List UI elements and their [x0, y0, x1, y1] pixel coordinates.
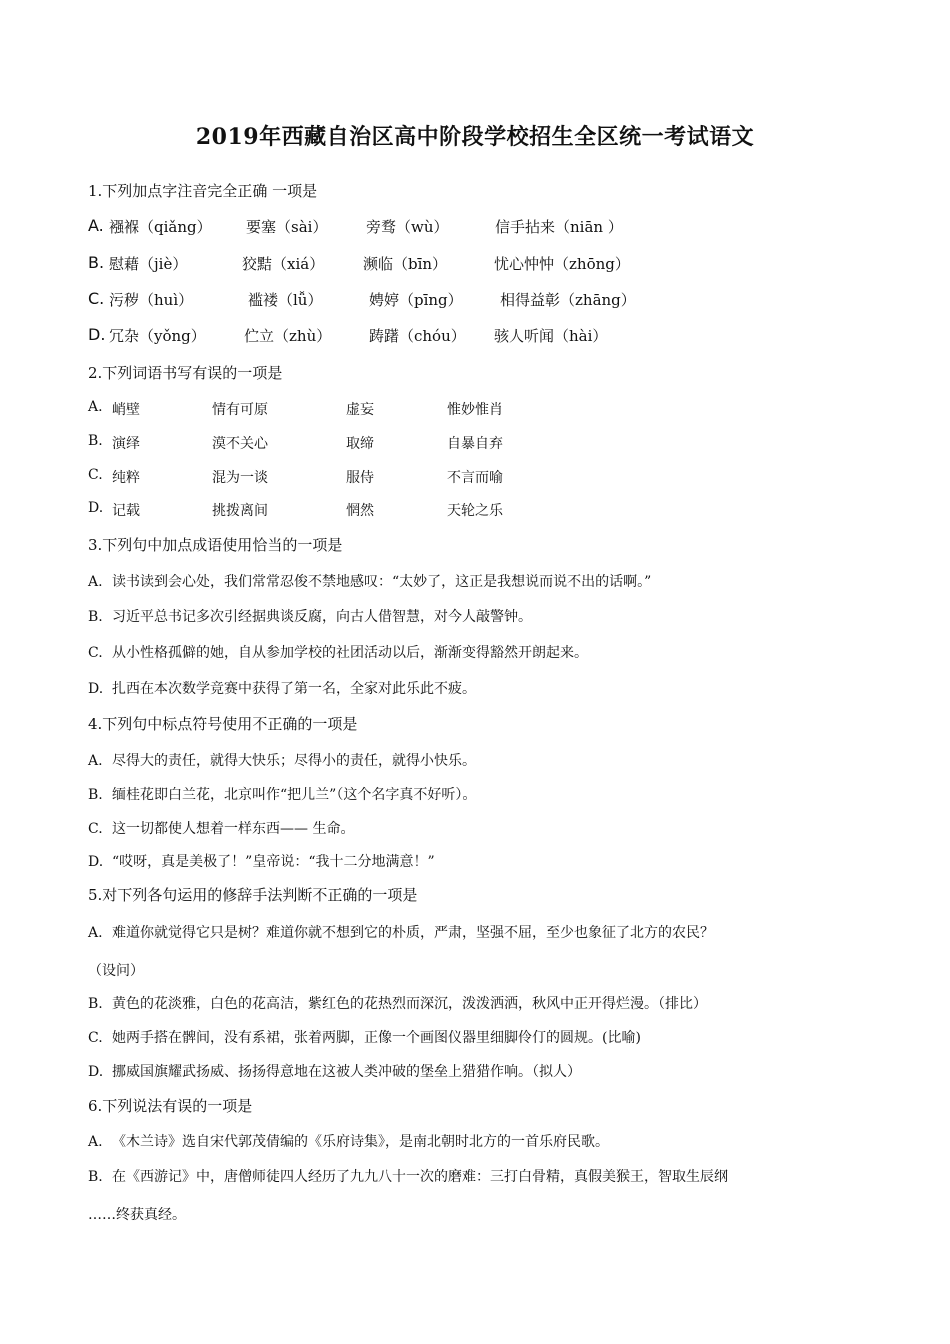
q2-a-word-1: 峭壁 — [112, 402, 140, 418]
q1-option-d — [88, 325, 788, 347]
option-letter: B. — [88, 1169, 103, 1185]
q2-c-word-4: 不言而喻 — [447, 470, 503, 486]
option-text: 尽得大的责任，就得大快乐；尽得小的责任，就得小快乐。 — [112, 753, 476, 769]
q1-b-item-3: 濒临（bīn） — [363, 255, 448, 273]
q3-option-c — [88, 642, 588, 662]
q1-c-item-4: 相得益彰（zhāng） — [500, 291, 636, 309]
q5-option-a — [88, 922, 714, 942]
q4-option-b — [88, 784, 476, 804]
q1-a-item-1: 襁褓（qiǎng） — [109, 218, 212, 236]
question-1-stem: 1.下列加点字注音完全正确 一项是 — [88, 182, 318, 200]
option-text: 在《西游记》中，唐僧师徒四人经历了九九八十一次的磨难：三打白骨精，真假美猴王，智取生辰纲 — [112, 1169, 728, 1185]
option-letter: C. — [88, 467, 103, 483]
q2-c-word-2: 混为一谈 — [212, 470, 268, 486]
option-letter: B. — [88, 609, 103, 625]
q3-option-d — [88, 678, 476, 698]
q5-option-b — [88, 993, 707, 1013]
q2-b-word-3: 取缔 — [346, 436, 374, 452]
q4-option-c — [88, 818, 354, 838]
question-4-stem: 4.下列句中标点符号使用不正确的一项是 — [88, 715, 358, 733]
option-letter: A. — [88, 574, 103, 590]
q2-option-b — [88, 433, 788, 453]
question-2-stem: 2.下列词语书写有误的一项是 — [88, 364, 283, 382]
question-6-stem: 6.下列说法有误的一项是 — [88, 1097, 253, 1115]
q2-c-word-1: 纯粹 — [112, 470, 140, 486]
q1-b-item-4: 忧心忡忡（zhōng） — [494, 255, 630, 273]
option-text: 扎西在本次数学竞赛中获得了第一名，全家对此乐此不疲。 — [112, 681, 476, 697]
q2-d-word-1: 记载 — [112, 503, 140, 519]
option-letter: B. — [88, 253, 105, 272]
option-letter: A. — [88, 399, 103, 415]
option-text: 习近平总书记多次引经据典谈反腐，向古人借智慧，对今人敲警钟。 — [112, 609, 532, 625]
option-letter: A. — [88, 216, 104, 235]
option-text: 缅桂花即白兰花，北京叫作“把儿兰”（这个名字真不好听）。 — [112, 787, 477, 803]
q2-a-word-3: 虚妄 — [346, 402, 374, 418]
q3-option-b — [88, 606, 532, 626]
q1-d-item-1: 冗杂（yǒng） — [109, 327, 206, 345]
option-text: 这一切都使人想着一样东西—— 生命。 — [112, 821, 355, 837]
option-letter: D. — [88, 325, 106, 344]
q1-option-a — [88, 216, 788, 238]
q2-b-word-4: 自暴自弃 — [447, 436, 503, 452]
q2-option-c — [88, 467, 788, 487]
q2-c-word-3: 服侍 — [346, 470, 374, 486]
q2-option-a — [88, 399, 788, 419]
q1-a-item-3: 旁骛（wù） — [366, 218, 449, 236]
q1-d-item-2: 伫立（zhù） — [244, 327, 332, 345]
option-letter: B. — [88, 433, 103, 449]
q5-option-c — [88, 1027, 641, 1047]
q1-b-item-2: 狡黠（xiá） — [242, 255, 325, 273]
q5-option-a-continued — [88, 960, 144, 980]
option-text: 从小性格孤僻的她，自从参加学校的社团活动以后，渐渐变得豁然开朗起来。 — [112, 645, 588, 661]
option-letter: D. — [88, 500, 104, 516]
q2-a-word-4: 惟妙惟肖 — [447, 402, 503, 418]
option-letter: D. — [88, 1064, 104, 1080]
q6-option-b-continued — [88, 1204, 186, 1224]
option-letter: C. — [88, 645, 103, 661]
q1-d-item-3: 踌躇（chóu） — [369, 327, 466, 345]
q1-option-c — [88, 289, 788, 311]
option-letter: D. — [88, 854, 104, 870]
q1-b-item-1: 慰藉（jiè） — [109, 255, 188, 273]
q1-c-item-1: 污秽（huì） — [109, 291, 194, 309]
option-text: 读书读到会心处，我们常常忍俊不禁地感叹：“太妙了，这正是我想说而说不出的话啊。” — [112, 574, 652, 590]
option-text: （设问） — [88, 963, 144, 979]
option-letter: C. — [88, 821, 103, 837]
q1-a-item-2: 要塞（sài） — [246, 218, 328, 236]
q2-a-word-2: 情有可原 — [212, 402, 268, 418]
q2-b-word-2: 漠不关心 — [212, 436, 268, 452]
option-letter: C. — [88, 289, 105, 308]
option-text: 难道你就觉得它只是树？难道你就不想到它的朴质，严肃，坚强不屈，至少也象征了北方的农民？ — [112, 925, 714, 941]
option-letter: D. — [88, 681, 104, 697]
option-letter: A. — [88, 925, 103, 941]
option-text: 挪威国旗耀武扬威、扬扬得意地在这被人类冲破的堡垒上猎猎作响。（拟人） — [112, 1064, 581, 1080]
q3-option-a — [88, 571, 651, 591]
option-letter: A. — [88, 1134, 103, 1150]
option-letter: A. — [88, 753, 103, 769]
q2-d-word-2: 挑拨离间 — [212, 503, 268, 519]
q2-d-word-3: 惘然 — [346, 503, 374, 519]
q6-option-b — [88, 1166, 728, 1186]
q6-option-a — [88, 1131, 609, 1151]
q1-c-item-3: 娉婷（pīng） — [369, 291, 463, 309]
option-text: 《木兰诗》选自宋代郭茂倩编的《乐府诗集》，是南北朝时北方的一首乐府民歌。 — [112, 1134, 609, 1150]
q1-c-item-2: 褴褛（lǚ） — [248, 291, 323, 309]
q4-option-d — [88, 851, 435, 871]
page-title: 2019年西藏自治区高中阶段学校招生全区统一考试语文 — [195, 124, 755, 150]
question-3-stem: 3.下列句中加点成语使用恰当的一项是 — [88, 536, 343, 554]
option-text: ……终获真经。 — [88, 1207, 186, 1223]
q2-b-word-1: 演绎 — [112, 436, 140, 452]
q2-d-word-4: 天轮之乐 — [447, 503, 503, 519]
q2-option-d — [88, 500, 788, 520]
option-letter: B. — [88, 996, 103, 1012]
question-5-stem: 5.对下列各句运用的修辞手法判断不正确的一项是 — [88, 886, 418, 904]
q1-a-item-4: 信手拈来（niān ） — [495, 218, 623, 236]
option-text: 黄色的花淡雅，白色的花高洁，紫红色的花热烈而深沉，泼泼洒洒，秋风中正开得烂漫。（排比） — [112, 996, 707, 1012]
q1-d-item-4: 骇人听闻（hài） — [494, 327, 608, 345]
q1-option-b — [88, 253, 788, 275]
q4-option-a — [88, 750, 476, 770]
option-letter: B. — [88, 787, 103, 803]
option-text: “哎呀，真是美极了！”皇帝说：“我十二分地满意！” — [112, 854, 435, 870]
option-text: 她两手搭在髀间，没有系裙，张着两脚，正像一个画图仪器里细脚伶仃的圆规。(比喻) — [112, 1030, 641, 1046]
option-letter: C. — [88, 1030, 103, 1046]
q5-option-d — [88, 1061, 581, 1081]
